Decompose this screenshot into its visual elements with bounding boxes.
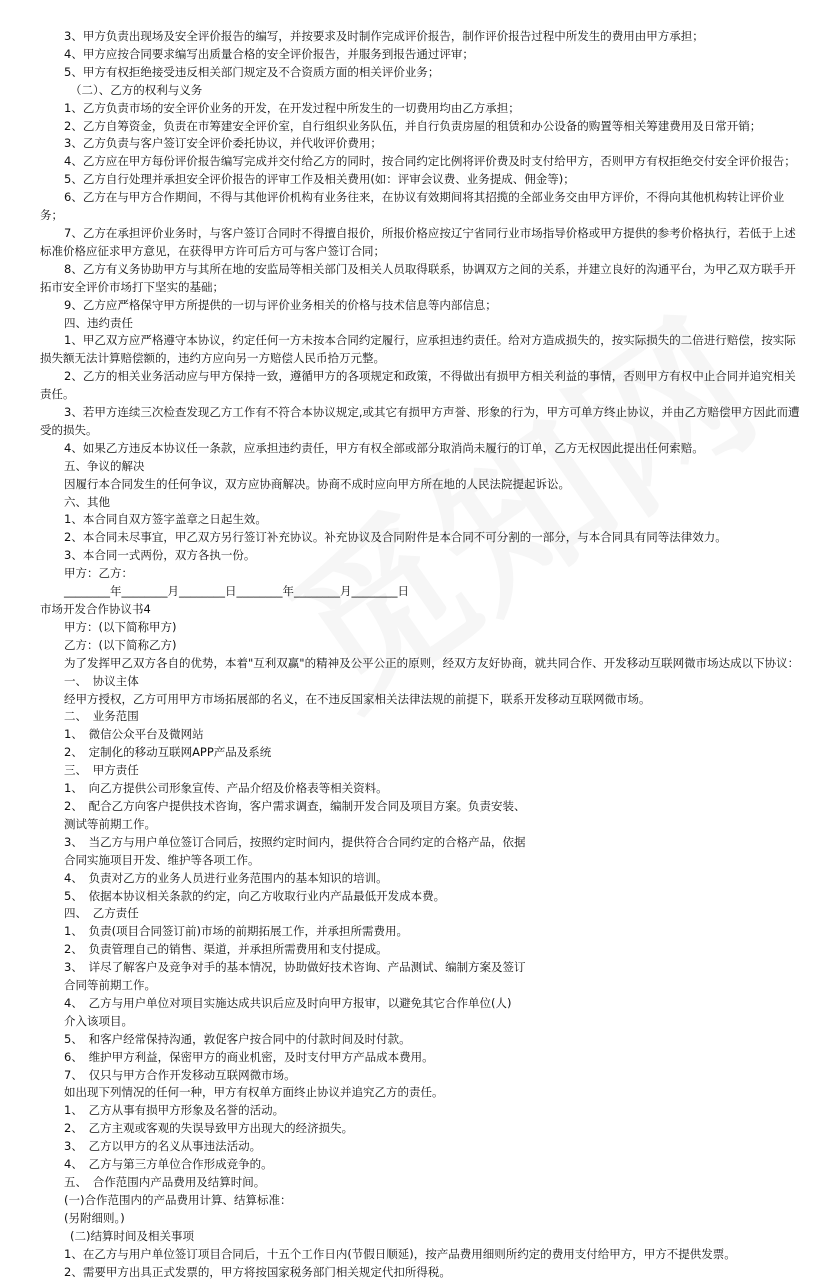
document-line: 如出现下列情况的任何一种，甲方有权单方面终止协议并追究乙方的责任。 bbox=[64, 1085, 444, 1100]
document-line: ________年________月________日________年________月________日 bbox=[64, 584, 409, 599]
document-line: 6、 维护甲方利益，保密甲方的商业机密，及时支付甲方产品成本费用。 bbox=[64, 1049, 434, 1064]
document-line: 五、 合作范围内产品费用及结算时间。 bbox=[64, 1175, 266, 1189]
document-line: 4、 乙方与用户单位对项目实施达成共识后应及时向甲方报审，以避免其它合作单位(人) bbox=[64, 995, 512, 1010]
document-line: 1、乙方负责市场的安全评价业务的开发，在开发过程中所发生的一切费用均由乙方承担； bbox=[64, 100, 520, 115]
document-line: 1、在乙方与用户单位签订项目合同后，十五个工作日内(节假日顺延)，按产品费用细则所约定的费用支付给甲方，甲方不提供发票。 bbox=[64, 1246, 736, 1261]
document-line: 二、 业务范围 bbox=[64, 709, 139, 724]
document-line: 4、甲方应按合同要求编写出质量合格的安全评价报告，并服务到报告通过评审； bbox=[64, 46, 474, 61]
document-line: 5、甲方有权拒绝接受违反相关部门规定及不合资质方面的相关评价业务； bbox=[64, 64, 440, 79]
document-line: 三、 甲方责任 bbox=[64, 763, 139, 778]
document-line: 合同等前期工作。 bbox=[64, 978, 156, 993]
document-line: 3、 详尽了解客户及竞争对手的基本情况，协助做好技术咨询、产品测试、编制方案及签订 bbox=[64, 960, 526, 975]
document-line: 7、乙方在承担评价业务时，与客户签订合同时不得擅自报价，所报价格应按辽宁省同行业市场指导价格或甲方提供的参考价格执行，若低于上述标准价格应征求甲方意见，在获得甲方许可后方可与客户签订合同； bbox=[40, 225, 796, 258]
document-line: 5、乙方自行处理并承担安全评价报告的评审工作及相关费用(如：评审会议费、业务提成、佣金等)； bbox=[64, 172, 575, 187]
document-line: 2、需要甲方出具正式发票的，甲方将按国家税务部门相关规定代扣所得税。 bbox=[64, 1264, 451, 1279]
document-line: 乙方：(以下简称乙方) bbox=[64, 637, 177, 652]
document-body bbox=[40, 28, 800, 1281]
document-line: 2、本合同未尽事宜，甲乙双方另行签订补充协议。补充协议及合同附件是本合同不可分割的一部分，与本合同具有同等法律效力。 bbox=[64, 530, 727, 545]
document-line: 1、 乙方从事有损甲方形象及名誉的活动。 bbox=[64, 1103, 285, 1118]
document-line: 4、乙方应在甲方每份评价报告编写完成并交付给乙方的同时，按合同约定比例将评价费及时支付给甲方，否则甲方有权拒绝交付安全评价报告； bbox=[64, 154, 796, 169]
document-line: 3、甲方负责出现场及安全评价报告的编写，并按要求及时制作完成评价报告，制作评价报告过程中所发生的费用由甲方承担； bbox=[64, 29, 704, 43]
document-line: 2、 定制化的移动互联网APP产品及系统 bbox=[64, 745, 272, 760]
document-line: 6、乙方在与甲方合作期间，不得与其他评价机构有业务往来，在协议有效期间将其招揽的全部业务交由甲方评价，不得向其他机构转让评价业务； bbox=[40, 190, 785, 223]
document-line: 四、违约责任 bbox=[64, 315, 133, 330]
document-line: 一、 协议主体 bbox=[64, 673, 139, 688]
document-line: 3、本合同一式两份，双方各执一份。 bbox=[64, 548, 256, 563]
document-line: 因履行本合同发生的任何争议，双方应协商解决。协商不成时应向甲方所在地的人民法院提起诉讼。 bbox=[64, 476, 570, 491]
document-line: 8、乙方有义务协助甲方与其所在地的安监局等相关部门及相关人员取得联系，协调双方之间的关系，并建立良好的沟通平台，为甲乙双方联手开拓市安全评价市场打下坚实的基础； bbox=[40, 261, 796, 294]
document-line: 9、乙方应严格保守甲方所提供的一切与评价业务相关的价格与技术信息等内部信息； bbox=[64, 297, 497, 312]
document-line: 3、 乙方以甲方的名义从事违法活动。 bbox=[64, 1139, 262, 1154]
document-line: 2、 乙方主观或客观的失误导致甲方出现大的经济损失。 bbox=[64, 1121, 354, 1136]
document-line: 合同实施项目开发、维护等各项工作。 bbox=[64, 852, 260, 867]
document-line: 1、甲乙双方应严格遵守本协议，约定任何一方未按本合同约定履行，应承担违约责任。给对方造成损失的，按实际损失的二倍进行赔偿，按实际损失额无法计算赔偿额的，违约方应向另一方赔偿人民币拾万元整。 bbox=[40, 333, 796, 366]
document-line: (另附细则。) bbox=[64, 1210, 125, 1225]
document-line: 四、 乙方责任 bbox=[64, 906, 139, 921]
document-line: 2、乙方的相关业务活动应与甲方保持一致，遵循甲方的各项规定和政策，不得做出有损甲方相关利益的事情，否则甲方有权中止合同并追究相关责任。 bbox=[40, 369, 796, 402]
document-line: 5、 和客户经常保持沟通，敦促客户按合同中的付款时间及时付款。 bbox=[64, 1031, 411, 1046]
document-line: 4、 乙方与第三方单位合作形成竞争的。 bbox=[64, 1157, 273, 1172]
document-line: 为了发挥甲乙双方各自的优势，本着"互利双赢"的精神及公平公正的原则，经双方友好协商，就共同合作、开发移动互联网微市场达成以下协议： bbox=[64, 655, 800, 670]
document-line: 经甲方授权，乙方可用甲方市场拓展部的名义，在不违反国家相关法律法规的前提下，联系开发移动互联网微市场。 bbox=[64, 691, 651, 706]
document-line: 3、若甲方连续三次检查发现乙方工作有不符合本协议规定,或其它有损甲方声誉、形象的行为，甲方可单方终止协议，并由乙方赔偿甲方因此而遭受的损失。 bbox=[40, 405, 800, 437]
document-line: 甲方：乙方： bbox=[64, 566, 133, 581]
document-line: 3、乙方负责与客户签订安全评价委托协议，并代收评价费用； bbox=[64, 136, 382, 151]
document-line: 介入该项目。 bbox=[64, 1013, 133, 1028]
document-line: 五、争议的解决 bbox=[64, 458, 145, 473]
document-line: 3、 当乙方与用户单位签订合同后，按照约定时间内，提供符合合同约定的合格产品，依据 bbox=[64, 834, 526, 849]
document-line: 2、 负责管理自己的销售、渠道，并承担所需费用和支付提成。 bbox=[64, 942, 388, 957]
document-line: 2、 配合乙方向客户提供技术咨询，客户需求调查，编制开发合同及项目方案。负责安装、 bbox=[64, 798, 526, 813]
document-line: 5、 依据本协议相关条款的约定，向乙方收取行业内产品最低开发成本费。 bbox=[64, 888, 446, 903]
document-line: 1、 微信公众平台及微网站 bbox=[64, 727, 204, 742]
document-line: 1、 向乙方提供公司形象宣传、产品介绍及价格表等相关资料。 bbox=[64, 781, 388, 796]
document-line: 测试等前期工作。 bbox=[64, 816, 156, 831]
document-line: 1、本合同自双方签字盖章之日起生效。 bbox=[64, 512, 267, 527]
document-line: 4、如果乙方违反本协议任一条款，应承担违约责任，甲方有权全部或部分取消尚未履行的订单，乙方无权因此提出任何索赔。 bbox=[64, 440, 704, 455]
document-line: 1、 负责(项目合同签订前)市场的前期拓展工作，并承担所需费用。 bbox=[64, 924, 409, 939]
document-line: (二)结算时间及相关事项 bbox=[70, 1228, 194, 1243]
document-line: 4、 负责对乙方的业务人员进行业务范围内的基本知识的培训。 bbox=[64, 870, 388, 885]
document-line: 六、其他 bbox=[64, 494, 110, 509]
document-line: 7、 仅只与甲方合作开发移动互联网微市场。 bbox=[64, 1067, 296, 1082]
document-line: （二）、乙方的权利与义务 bbox=[70, 82, 203, 97]
document-line: 2、乙方自筹资金，负责在市筹建安全评价室，自行组织业务队伍，并自行负责房屋的租赁和办公设备的购置等相关筹建费用及日常开销； bbox=[64, 118, 762, 133]
document-line: (一)合作范围内的产品费用计算、结算标准： bbox=[64, 1192, 292, 1207]
document-line: 甲方：(以下简称甲方) bbox=[64, 619, 177, 634]
document-line: 市场开发合作协议书4 bbox=[40, 602, 151, 616]
